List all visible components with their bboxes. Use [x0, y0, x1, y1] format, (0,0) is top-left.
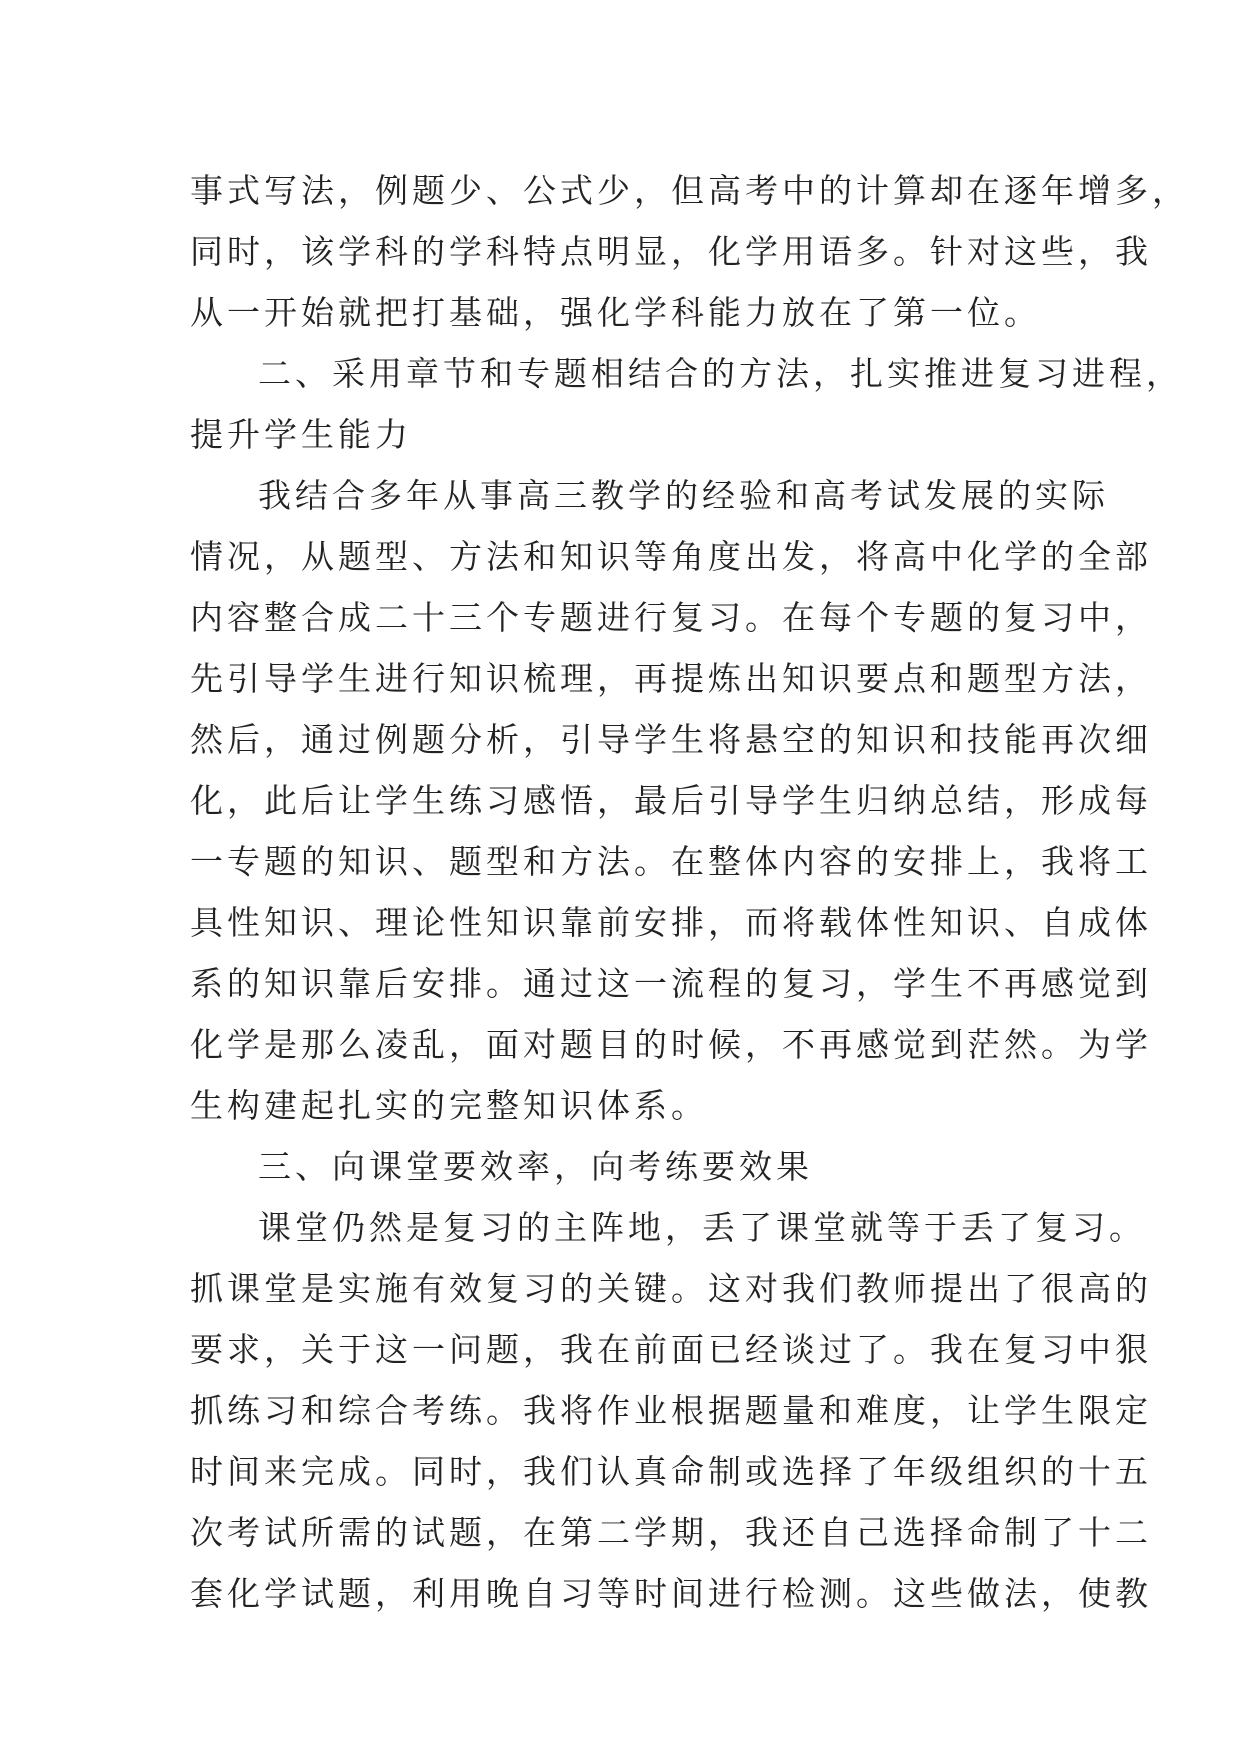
body-line: 然后，通过例题分析，引导学生将悬空的知识和技能再次细	[190, 720, 1152, 759]
document-body	[190, 160, 1189, 1624]
body-line: 事式写法，例题少、公式少，但高考中的计算却在逐年增多，	[190, 171, 1189, 210]
body-line: 抓练习和综合考练。我将作业根据题量和难度，让学生限定	[190, 1391, 1152, 1430]
body-line: 内容整合成二十三个专题进行复习。在每个专题的复习中，	[190, 598, 1152, 637]
body-line: 一专题的知识、题型和方法。在整体内容的安排上，我将工	[190, 842, 1152, 881]
body-line: 我结合多年从事高三教学的经验和高考试发展的实际	[258, 476, 1109, 515]
body-line: 具性知识、理论性知识靠前安排，而将载体性知识、自成体	[190, 903, 1152, 942]
body-line: 时间来完成。同时，我们认真命制或选择了年级组织的十五	[190, 1452, 1152, 1491]
body-line: 同时，该学科的学科特点明显，化学用语多。针对这些，我	[190, 232, 1152, 271]
body-line: 套化学试题，利用晚自习等时间进行检测。这些做法，使教	[190, 1574, 1152, 1613]
body-line: 化学是那么凌乱，面对题目的时候，不再感觉到茫然。为学	[190, 1025, 1152, 1064]
body-line: 生构建起扎实的完整知识体系。	[190, 1086, 708, 1125]
body-line: 抓课堂是实施有效复习的关键。这对我们教师提出了很高的	[190, 1269, 1152, 1308]
body-line: 系的知识靠后安排。通过这一流程的复习，学生不再感觉到	[190, 964, 1152, 1003]
body-line: 要求，关于这一问题，我在前面已经谈过了。我在复习中狠	[190, 1330, 1152, 1369]
section-heading-2-line: 提升学生能力	[190, 415, 412, 454]
body-line: 情况，从题型、方法和知识等角度出发，将高中化学的全部	[190, 537, 1152, 576]
body-line: 从一开始就把打基础，强化学科能力放在了第一位。	[190, 293, 1041, 332]
body-line: 次考试所需的试题，在第二学期，我还自己选择命制了十二	[190, 1513, 1152, 1552]
body-line: 先引导学生进行知识梳理，再提炼出知识要点和题型方法，	[190, 659, 1152, 698]
body-line: 课堂仍然是复习的主阵地，丢了课堂就等于丢了复习。	[258, 1208, 1146, 1247]
section-heading-2-line: 二、采用章节和专题相结合的方法，扎实推进复习进程，	[258, 354, 1183, 393]
body-line: 化，此后让学生练习感悟，最后引导学生归纳总结，形成每	[190, 781, 1152, 820]
section-heading-3: 三、向课堂要效率，向考练要效果	[258, 1147, 813, 1186]
